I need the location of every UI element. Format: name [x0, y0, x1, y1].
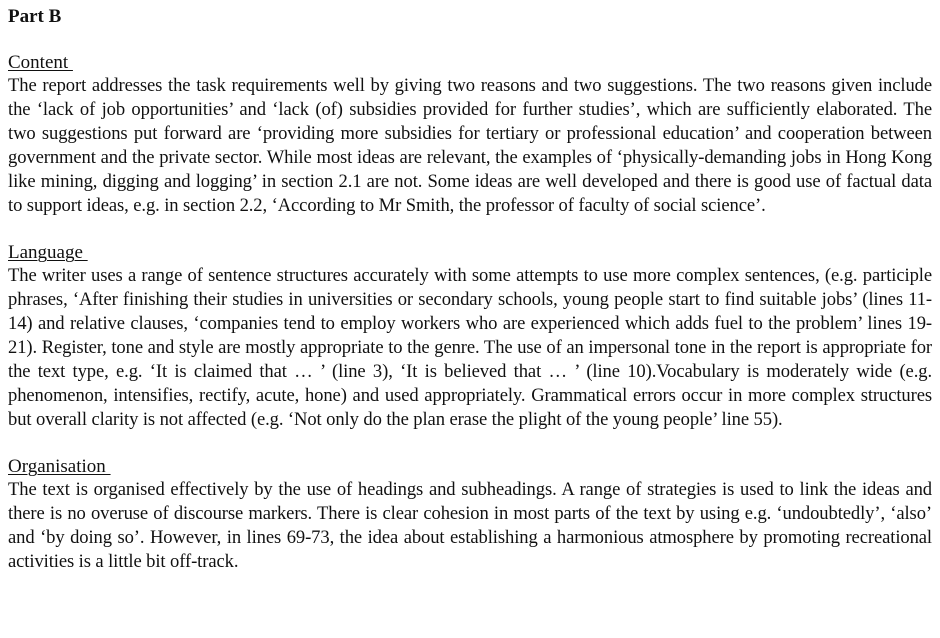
document-content	[8, 6, 932, 574]
content-body: The report addresses the task requirements well by giving two reasons and two suggestions. The two reasons given include the ‘lack of job opportunities’ and ‘lack (of) subsidies provided for further studies’, which are sufficiently elaborated. The two suggestions put forward are ‘providing more subsidies for tertiary or professional education’ and cooperation between government and the private sector. While most ideas are relevant, the examples of ‘physically-demanding jobs in Hong Kong like mining, digging and logging’ in section 2.1 are not. Some ideas are well developed and there is good use of factual data to support ideas, e.g. in section 2.2, ‘According to Mr Smith, the professor of faculty of social science’.	[8, 75, 932, 216]
organisation-body: The text is organised effectively by the use of headings and subheadings. A range of strategies is used to link the ideas and there is no overuse of discourse markers. There is clear cohesion in most parts of the text by using e.g. ‘undoubtedly’, ‘also’ and ‘by doing so’. However, in lines 69-73, the idea about establishing a harmonious atmosphere by promoting recreational activities is a little bit off-track.	[8, 479, 932, 572]
language-section	[8, 242, 932, 432]
part-title: Part B	[8, 6, 62, 27]
content-section	[8, 52, 932, 218]
organisation-section	[8, 456, 932, 574]
language-body: The writer uses a range of sentence structures accurately with some attempts to use more complex sentences, (e.g. participle phrases, ‘After finishing their studies in universities or secondary schools, young people start to find suitable jobs’ (lines 11-14) and relative clauses, ‘companies tend to employ workers who are experienced which adds fuel to the problem’ lines 19-21). Register, tone and style are mostly appropriate to the genre. The use of an impersonal tone in the report is appropriate for the text type, e.g. ‘It is claimed that … ’ (line 3), ‘It is believed that … ’ (line 10).Vocabulary is moderately wide (e.g. phenomenon, intensifies, rectify, acute, hone) and used appropriately. Grammatical errors occur in more complex structures but overall clarity is not affected (e.g. ‘Not only do the plan erase the plight of the young people’ line 55).	[8, 265, 932, 430]
language-heading: Language	[8, 242, 88, 263]
organisation-heading: Organisation	[8, 456, 111, 477]
content-heading: Content	[8, 52, 73, 73]
